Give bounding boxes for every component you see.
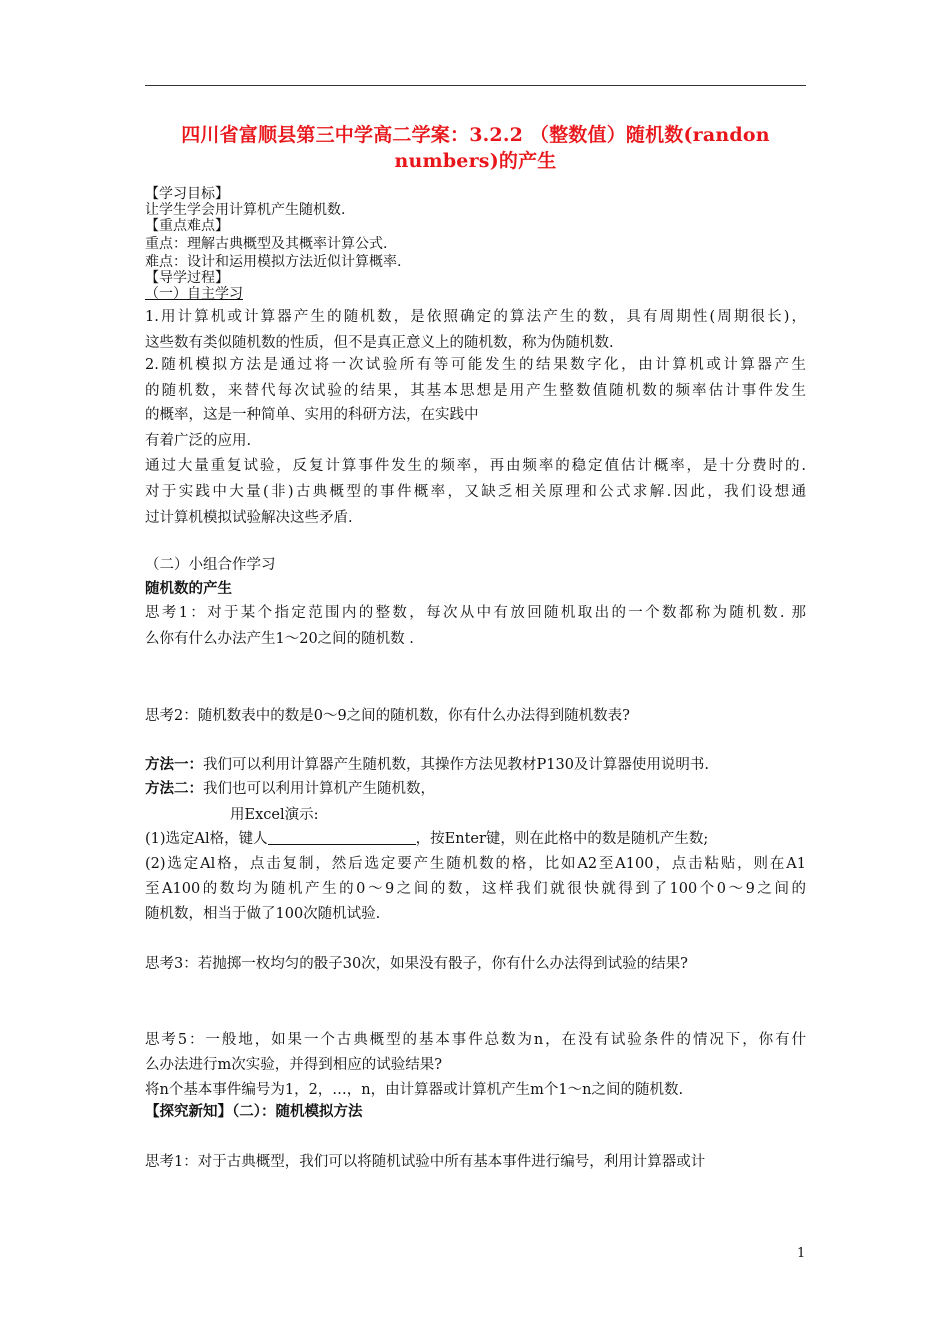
step-2-line-3: 随机数，相当于做了100次随机试验. bbox=[145, 906, 381, 922]
step-1 bbox=[145, 830, 708, 848]
step-1-text-a: (1)选定Al格，键人 bbox=[145, 831, 268, 847]
section-heading-process: 【导学过程】 bbox=[145, 270, 229, 286]
paragraph-2-line-3: 的概率，这是一种简单、实用的科研方法，在实践中 bbox=[145, 407, 479, 423]
paragraph-3-line-3: 过计算机模拟试验解决这些矛盾. bbox=[145, 510, 353, 526]
step-2-line-1: (2)选定Al格，点击复制，然后选定要产生随机数的格，比如A2至A100，点击粘贴，则在A1 bbox=[145, 856, 806, 872]
header-rule bbox=[145, 85, 806, 86]
section-heading-key-points: 【重点难点】 bbox=[145, 218, 229, 234]
step-2-line-2: 至A100的数均为随机产生的0～9之间的数，这样我们就很快就得到了100个0～9之间的 bbox=[145, 881, 806, 897]
paragraph-2-line-2: 的随机数，来替代每次试验的结果，其基本思想是用产生整数值随机数的频率估计事件发生 bbox=[145, 383, 806, 399]
heading-explore-new-knowledge: 【探究新知】（二）：随机模拟方法 bbox=[145, 1103, 363, 1120]
paragraph-1-line-2: 这些数有类似随机数的性质，但不是真正意义上的随机数，称为伪随机数. bbox=[145, 335, 614, 351]
method-2-label: 方法二： bbox=[145, 780, 203, 797]
think-2: 思考2：随机数表中的数是0～9之间的随机数，你有什么办法得到随机数表? bbox=[145, 708, 630, 724]
hard-point-text: 难点：设计和运用模拟方法近似计算概率. bbox=[145, 254, 402, 270]
section-heading-goals: 【学习目标】 bbox=[145, 186, 229, 202]
paragraph-1-line-1: 1.用计算机或计算器产生的随机数，是依照确定的算法产生的数，具有周期性(周期很长)， bbox=[145, 309, 806, 325]
paragraph-2-line-1: 2.随机模拟方法是通过将一次试验所有等可能发生的结果数字化，由计算机或计算器产生 bbox=[145, 357, 806, 373]
paragraph-2-line-4: 有着广泛的应用. bbox=[145, 433, 252, 449]
title-line-1: 四川省富顺县第三中学高二学案：3.2.2 （整数值）随机数(randon bbox=[181, 124, 770, 146]
method-2 bbox=[145, 780, 435, 798]
document-title bbox=[145, 122, 806, 174]
method-1-text: 我们可以利用计算器产生随机数，其操作方法见教材P130及计算器使用说明书. bbox=[203, 757, 710, 773]
page-number: 1 bbox=[797, 1246, 806, 1261]
think-3: 思考3：若抛掷一枚均匀的骰子30次，如果没有骰子，你有什么办法得到试验的结果? bbox=[145, 956, 688, 972]
paragraph-3-line-2: 对于实践中大量(非)古典概型的事件概率，又缺乏相关原理和公式求解.因此，我们设想通 bbox=[145, 484, 806, 500]
method-2-text: 我们也可以利用计算机产生随机数， bbox=[203, 781, 435, 797]
think-5-line-3: 将n个基本事件编号为1，2，…，n，由计算器或计算机产生m个1～n之间的随机数. bbox=[145, 1082, 684, 1098]
key-point-text: 重点：理解古典概型及其概率计算公式. bbox=[145, 236, 388, 252]
paragraph-3-line-1: 通过大量重复试验，反复计算事件发生的频率，再由频率的稳定值估计概率，是十分费时的. bbox=[145, 458, 806, 474]
think-5-line-2: 么办法进行m次实验，并得到相应的试验结果? bbox=[145, 1057, 443, 1073]
think-1b: 思考1：对于古典概型，我们可以将随机试验中所有基本事件进行编号，利用计算器或计 bbox=[145, 1154, 706, 1170]
think-1-line-2: 么你有什么办法产生1～20之间的随机数 . bbox=[145, 631, 414, 647]
think-5-line-1: 思考5：一般地，如果一个古典概型的基本事件总数为n，在没有试验条件的情况下，你有什 bbox=[145, 1032, 806, 1048]
heading-random-generation: 随机数的产生 bbox=[145, 580, 232, 597]
goal-text: 让学生学会用计算机产生随机数. bbox=[145, 202, 346, 218]
think-1-line-1: 思考1：对于某个指定范围内的整数，每次从中有放回随机取出的一个数都称为随机数. 那 bbox=[145, 605, 806, 621]
subsection-group-study: （二）小组合作学习 bbox=[145, 557, 276, 573]
method-1 bbox=[145, 756, 709, 774]
title-line-2: numbers)的产生 bbox=[394, 150, 557, 172]
step-1-text-b: ，按Enter键，则在此格中的数是随机产生数; bbox=[415, 831, 709, 847]
fill-in-blank bbox=[268, 830, 416, 845]
excel-demo: 用Excel演示: bbox=[230, 807, 319, 823]
subsection-self-study: （一）自主学习 bbox=[145, 286, 243, 302]
method-1-label: 方法一： bbox=[145, 756, 203, 773]
